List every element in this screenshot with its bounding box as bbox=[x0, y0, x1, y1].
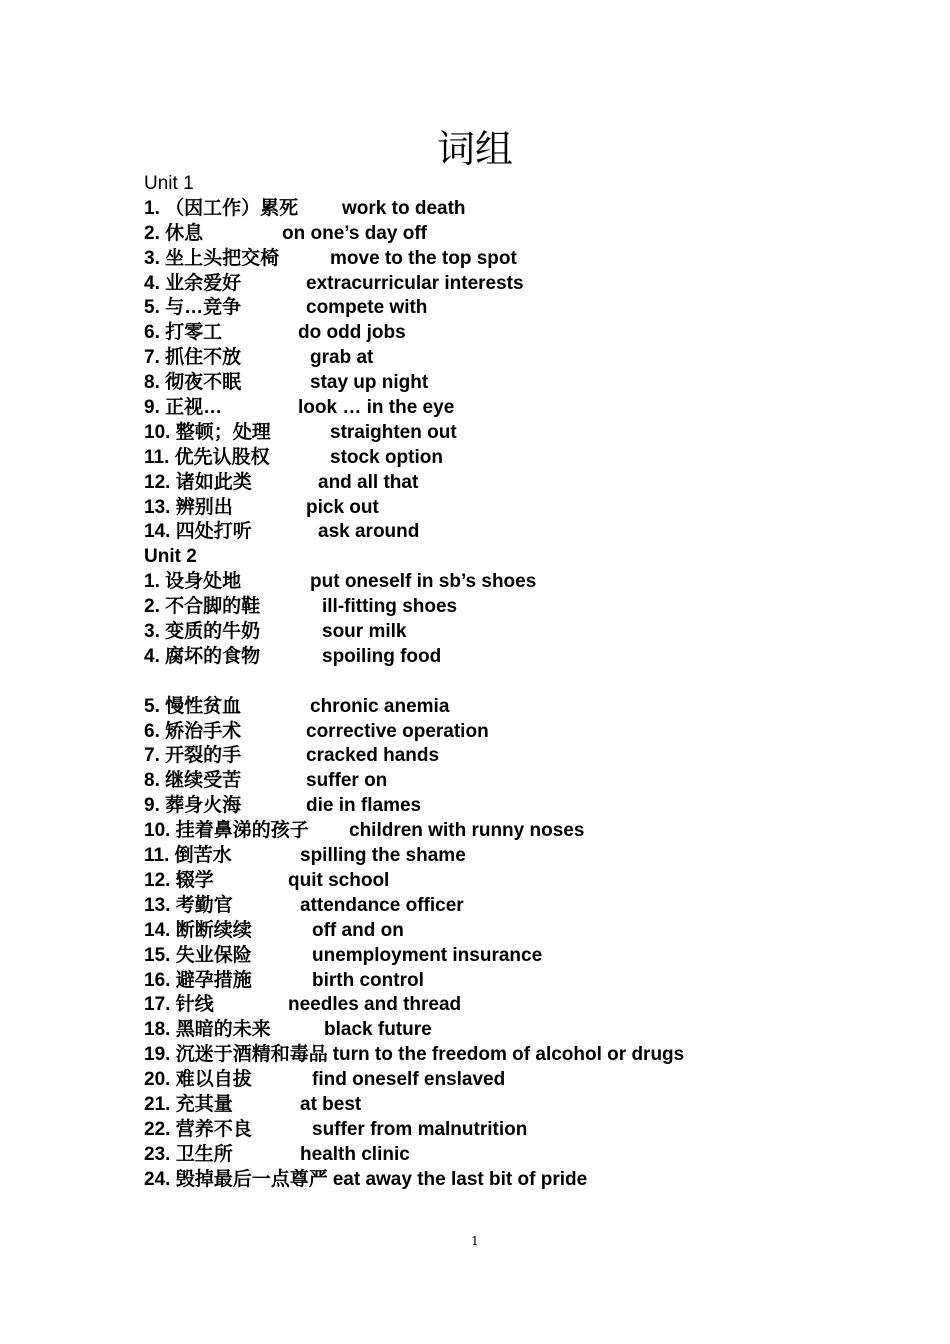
phrase-row bbox=[144, 496, 864, 521]
chinese-phrase: 变质的牛奶 bbox=[165, 621, 261, 643]
english-phrase: eat away the last bit of pride bbox=[332, 1168, 588, 1190]
phrase-number: 18. bbox=[144, 1019, 171, 1041]
phrase-row bbox=[144, 197, 864, 222]
phrase-number: 24. bbox=[144, 1168, 171, 1190]
chinese-phrase: 腐坏的食物 bbox=[165, 645, 261, 667]
unit-2-phrases-part-2 bbox=[144, 695, 864, 1193]
unit-2-phrases-part-1 bbox=[144, 570, 864, 670]
phrase-row bbox=[144, 570, 864, 595]
english-phrase: and all that bbox=[318, 471, 419, 493]
chinese-phrase: 失业保险 bbox=[175, 944, 252, 966]
phrase-row bbox=[144, 894, 864, 919]
phrase-number: 5. bbox=[144, 297, 160, 319]
phrase-number: 3. bbox=[144, 247, 160, 269]
phrase-row bbox=[144, 844, 864, 869]
phrase-row bbox=[144, 346, 864, 371]
chinese-phrase: 沉迷于酒精和毒品 bbox=[175, 1044, 328, 1066]
phrase-number: 1. bbox=[144, 571, 160, 593]
chinese-phrase: 难以自拔 bbox=[175, 1069, 252, 1091]
english-phrase: suffer on bbox=[306, 770, 388, 792]
chinese-phrase: 开裂的手 bbox=[165, 745, 242, 767]
phrase-row bbox=[144, 1068, 864, 1093]
english-phrase: stock option bbox=[330, 446, 443, 468]
phrase-row bbox=[144, 1168, 864, 1193]
phrase-row bbox=[144, 421, 864, 446]
phrase-number: 10. bbox=[144, 820, 171, 842]
chinese-phrase: 营养不良 bbox=[175, 1118, 252, 1140]
unit-1-phrases bbox=[144, 197, 864, 545]
phrase-number: 13. bbox=[144, 496, 171, 518]
phrase-row bbox=[144, 720, 864, 745]
chinese-phrase: 断断续续 bbox=[175, 919, 252, 941]
phrase-row bbox=[144, 1018, 864, 1043]
phrase-row bbox=[144, 1118, 864, 1143]
phrase-number: 8. bbox=[144, 372, 160, 394]
chinese-phrase: 辨别出 bbox=[175, 496, 233, 518]
english-phrase: spilling the shame bbox=[300, 845, 466, 867]
chinese-phrase: 四处打听 bbox=[175, 521, 252, 543]
english-phrase: pick out bbox=[306, 496, 379, 518]
phrase-row bbox=[144, 247, 864, 272]
phrase-number: 14. bbox=[144, 919, 171, 941]
phrase-number: 21. bbox=[144, 1093, 171, 1115]
chinese-phrase: 诸如此类 bbox=[175, 471, 252, 493]
unit-1-heading: Unit 1 bbox=[144, 173, 194, 194]
phrase-number: 1. bbox=[144, 197, 160, 219]
english-phrase: turn to the freedom of alcohol or drugs bbox=[332, 1044, 685, 1066]
blank-line bbox=[144, 670, 864, 695]
chinese-phrase: 优先认股权 bbox=[174, 446, 270, 468]
phrase-row bbox=[144, 919, 864, 944]
english-phrase: find oneself enslaved bbox=[312, 1069, 506, 1091]
english-phrase: suffer from malnutrition bbox=[312, 1118, 528, 1140]
phrase-number: 7. bbox=[144, 347, 160, 369]
unit-2-heading: Unit 2 bbox=[144, 546, 197, 568]
phrase-number: 23. bbox=[144, 1143, 171, 1165]
phrase-number: 17. bbox=[144, 994, 171, 1016]
phrase-row bbox=[144, 471, 864, 496]
english-phrase: quit school bbox=[288, 869, 390, 891]
chinese-phrase: 正视… bbox=[165, 397, 223, 419]
english-phrase: do odd jobs bbox=[298, 322, 406, 344]
phrase-row bbox=[144, 620, 864, 645]
phrase-row bbox=[144, 769, 864, 794]
phrase-row bbox=[144, 819, 864, 844]
english-phrase: look … in the eye bbox=[298, 397, 455, 419]
phrase-list bbox=[144, 172, 864, 1193]
english-phrase: straighten out bbox=[330, 421, 457, 443]
english-phrase: ill-fitting shoes bbox=[322, 596, 458, 618]
chinese-phrase: 继续受苦 bbox=[165, 770, 242, 792]
chinese-phrase: 慢性贫血 bbox=[165, 695, 242, 717]
english-phrase: put oneself in sb’s shoes bbox=[310, 571, 537, 593]
phrase-row bbox=[144, 222, 864, 247]
phrase-number: 19. bbox=[144, 1044, 171, 1066]
phrase-number: 2. bbox=[144, 222, 160, 244]
phrase-row bbox=[144, 794, 864, 819]
chinese-phrase: 葬身火海 bbox=[165, 795, 242, 817]
english-phrase: compete with bbox=[306, 297, 428, 319]
english-phrase: spoiling food bbox=[322, 645, 442, 667]
phrase-row bbox=[144, 272, 864, 297]
chinese-phrase: 倒苦水 bbox=[174, 845, 232, 867]
phrase-row bbox=[144, 869, 864, 894]
phrase-number: 2. bbox=[144, 596, 160, 618]
phrase-row bbox=[144, 695, 864, 720]
phrase-row bbox=[144, 371, 864, 396]
english-phrase: chronic anemia bbox=[310, 695, 450, 717]
chinese-phrase: 毁掉最后一点尊严 bbox=[175, 1168, 328, 1190]
phrase-number: 16. bbox=[144, 969, 171, 991]
chinese-phrase: 整顿；处理 bbox=[175, 421, 271, 443]
chinese-phrase: 考勤官 bbox=[175, 894, 233, 916]
chinese-phrase: 不合脚的鞋 bbox=[165, 596, 261, 618]
chinese-phrase: 矫治手术 bbox=[165, 720, 242, 742]
english-phrase: grab at bbox=[310, 347, 374, 369]
page-title: 词组 bbox=[436, 127, 513, 171]
english-phrase: attendance officer bbox=[300, 894, 464, 916]
phrase-number: 4. bbox=[144, 645, 160, 667]
english-phrase: on one’s day off bbox=[282, 222, 427, 244]
phrase-number: 12. bbox=[144, 869, 171, 891]
english-phrase: health clinic bbox=[300, 1143, 410, 1165]
phrase-number: 7. bbox=[144, 745, 160, 767]
phrase-row bbox=[144, 1143, 864, 1168]
phrase-number: 14. bbox=[144, 521, 171, 543]
phrase-row bbox=[144, 396, 864, 421]
english-phrase: move to the top spot bbox=[330, 247, 517, 269]
chinese-phrase: 抓住不放 bbox=[165, 347, 242, 369]
chinese-phrase: 设身处地 bbox=[165, 571, 242, 593]
chinese-phrase: 业余爱好 bbox=[165, 272, 242, 294]
phrase-row bbox=[144, 595, 864, 620]
english-phrase: extracurricular interests bbox=[306, 272, 524, 294]
english-phrase: black future bbox=[324, 1019, 432, 1041]
phrase-row bbox=[144, 944, 864, 969]
phrase-number: 5. bbox=[144, 695, 160, 717]
phrase-row bbox=[144, 993, 864, 1018]
english-phrase: needles and thread bbox=[288, 994, 462, 1016]
phrase-number: 6. bbox=[144, 720, 160, 742]
english-phrase: unemployment insurance bbox=[312, 944, 543, 966]
phrase-number: 6. bbox=[144, 322, 160, 344]
english-phrase: ask around bbox=[318, 521, 420, 543]
chinese-phrase: （因工作）累死 bbox=[165, 197, 299, 219]
chinese-phrase: 避孕措施 bbox=[175, 969, 252, 991]
english-phrase: at best bbox=[300, 1093, 362, 1115]
phrase-number: 15. bbox=[144, 944, 171, 966]
phrase-number: 11. bbox=[144, 446, 170, 468]
phrase-row bbox=[144, 1043, 864, 1068]
page-number: 1 bbox=[471, 1234, 479, 1248]
phrase-number: 12. bbox=[144, 471, 171, 493]
phrase-number: 11. bbox=[144, 845, 170, 867]
chinese-phrase: 打零工 bbox=[165, 322, 223, 344]
phrase-row bbox=[144, 296, 864, 321]
phrase-row bbox=[144, 321, 864, 346]
phrase-row bbox=[144, 446, 864, 471]
phrase-number: 20. bbox=[144, 1069, 171, 1091]
english-phrase: cracked hands bbox=[306, 745, 440, 767]
english-phrase: die in flames bbox=[306, 795, 422, 817]
english-phrase: corrective operation bbox=[306, 720, 489, 742]
chinese-phrase: 休息 bbox=[165, 222, 204, 244]
chinese-phrase: 充其量 bbox=[175, 1093, 233, 1115]
english-phrase: stay up night bbox=[310, 372, 429, 394]
phrase-row bbox=[144, 1093, 864, 1118]
phrase-number: 13. bbox=[144, 894, 171, 916]
chinese-phrase: 黑暗的未来 bbox=[175, 1019, 271, 1041]
english-phrase: birth control bbox=[312, 969, 424, 991]
chinese-phrase: 坐上头把交椅 bbox=[165, 247, 280, 269]
english-phrase: sour milk bbox=[322, 621, 407, 643]
phrase-number: 9. bbox=[144, 397, 160, 419]
chinese-phrase: 辍学 bbox=[175, 869, 214, 891]
phrase-number: 8. bbox=[144, 770, 160, 792]
chinese-phrase: 与…竞争 bbox=[165, 297, 242, 319]
phrase-number: 10. bbox=[144, 421, 171, 443]
phrase-number: 4. bbox=[144, 272, 160, 294]
phrase-row bbox=[144, 645, 864, 670]
chinese-phrase: 彻夜不眠 bbox=[165, 372, 242, 394]
phrase-number: 9. bbox=[144, 795, 160, 817]
english-phrase: work to death bbox=[342, 197, 466, 219]
phrase-row bbox=[144, 744, 864, 769]
english-phrase: children with runny noses bbox=[349, 820, 585, 842]
chinese-phrase: 卫生所 bbox=[175, 1143, 233, 1165]
chinese-phrase: 针线 bbox=[175, 994, 214, 1016]
phrase-number: 3. bbox=[144, 621, 160, 643]
chinese-phrase: 挂着鼻涕的孩子 bbox=[175, 820, 309, 842]
phrase-row bbox=[144, 969, 864, 994]
english-phrase: off and on bbox=[312, 919, 404, 941]
phrase-number: 22. bbox=[144, 1118, 171, 1140]
phrase-row bbox=[144, 520, 864, 545]
